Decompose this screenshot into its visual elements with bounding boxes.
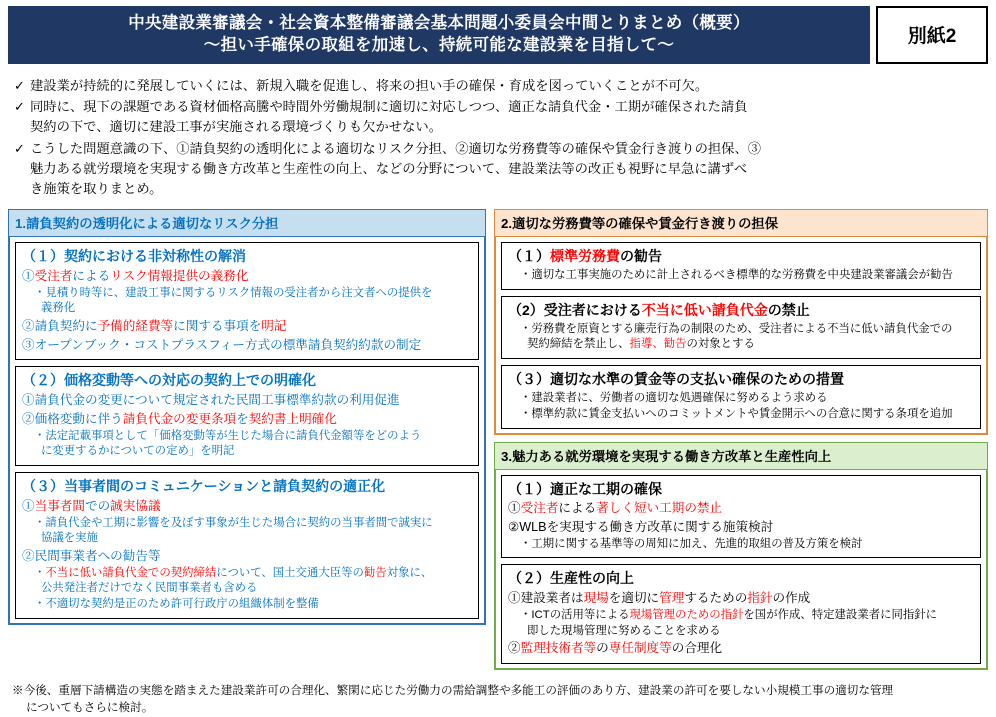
intro-item-text	[30, 139, 982, 199]
section-body	[8, 237, 486, 625]
measure-card-title: （2）受注者における不当に低い請負代金の禁止	[508, 301, 810, 318]
measure-subitem: ・不適切な契約是正のため許可行政庁の組織体制を整備	[34, 598, 319, 611]
section-title: 1.請負契約の透明化による適切なリスク分担	[8, 209, 486, 237]
measure-subitem: ・労務費を原資とする廉売行為の制限のため、受注者による不当に低い請負代金での	[520, 322, 953, 335]
measure-item: ②価格変動に伴う請負代金の変更条項を契約書上明確化	[22, 411, 337, 426]
check-icon: ✓	[14, 77, 25, 93]
measure-card	[501, 296, 981, 359]
section-title: 3.魅力ある就労環境を実現する働き方改革と生産性向上	[494, 442, 988, 470]
measure-subitem: 公共発注者だけでなく民間事業者も含める	[41, 582, 258, 595]
measure-subitem: ・請負代金や工期に影響を及ぼす事象が生じた場合に契約の当事者間で誠実に	[34, 516, 433, 529]
intro-line: 契約の下で、適切に建設工事が実施される環境づくりも欠かせない。	[30, 119, 442, 135]
column-left	[8, 209, 486, 677]
measure-subitem: 契約締結を禁止し、指導、勧告の対象とする	[527, 338, 755, 351]
measure-card-title: （１）標準労務費の勧告	[508, 248, 662, 265]
measure-subitem: ・不当に低い請負代金での契約締結について、国土交通大臣等の勧告対象に、	[34, 566, 433, 579]
intro-item	[14, 97, 982, 137]
intro-summary	[8, 70, 988, 206]
measure-item: ①受注者によるリスク情報提供の義務化	[22, 269, 249, 284]
measure-card	[501, 475, 981, 559]
measure-item: ①請負代金の変更について規定された民間工事標準約款の利用促進	[22, 393, 400, 408]
page-title-line2: ～担い手確保の取組を加速し、持続可能な建設業を目指して～	[203, 36, 675, 55]
measure-card	[15, 366, 479, 466]
measure-item: ①当事者間での誠実協議	[22, 498, 161, 513]
measure-subitem: ・法定記載事項として「価格変動等が生じた場合に請負代金額等をどのよう	[34, 429, 422, 442]
check-icon: ✓	[14, 141, 25, 157]
measure-item: ②WLBを実現する働き方改革に関する施策検討	[508, 520, 774, 535]
measure-card	[501, 242, 981, 290]
intro-item	[14, 76, 982, 96]
measure-card	[501, 365, 981, 428]
measure-card-title: （１）適正な工期の確保	[508, 480, 662, 497]
measure-subitem: ・建設業者に、労働者の適切な処遇確保に努めるよう求める	[520, 392, 828, 405]
measure-subitem: ・標準約款に賃金支払いへのコミットメントや賃金開示への合意に関する条項を追加	[520, 407, 953, 420]
section-title: 2.適切な労務費等の確保や賃金行き渡りの担保	[494, 209, 988, 237]
section-green	[494, 442, 988, 670]
intro-line: 同時に、現下の課題である資材価格高騰や時間外労働規制に適切に対応しつつ、適正な請負代金・工期が確保された請負	[30, 99, 748, 115]
measure-card-title: （２）生産性の向上	[508, 570, 634, 587]
section-blue	[8, 209, 486, 625]
measure-card	[15, 472, 479, 619]
measure-subitem: ・ICTの活用等による現場管理のための指針を国が作成、特定建設業者に同指針に	[520, 608, 938, 621]
measure-subitem: 義務化	[41, 302, 76, 315]
intro-line: こうした問題意識の下、①請負契約の透明化による適切なリスク分担、②適切な労務費等の確保や賃金行き渡りの担保、③	[30, 141, 762, 157]
measure-item: ②民間事業者への勧告等	[22, 548, 161, 563]
section-orange	[494, 209, 988, 434]
footnote-line2: についてもさらに検討。	[26, 700, 154, 714]
measure-item: ②監理技術者等の専任制度等の合理化	[508, 641, 723, 656]
attachment-badge: 別紙2	[876, 6, 988, 64]
measure-item: ②請負契約に予備的経費等に関する事項を明記	[22, 319, 287, 334]
measure-card-title: （３）適切な水準の賃金等の支払い確保のための措置	[508, 371, 844, 388]
measure-card	[501, 564, 981, 664]
measure-subitem: 協議を実施	[41, 532, 98, 545]
intro-line: き施策を取りまとめ。	[30, 181, 163, 197]
intro-item-text	[30, 97, 982, 137]
page-title-line1: 中央建設業審議会・社会資本整備審議会基本問題小委員会中間とりまとめ（概要）	[128, 14, 750, 32]
column-right	[494, 209, 988, 677]
measure-card-title: （３）当事者間のコミュニケーションと請負契約の適正化	[22, 478, 386, 494]
section-body	[494, 237, 988, 434]
measure-item: ①受注者による著しく短い工期の禁止	[508, 501, 723, 516]
measure-subitem: ・適切な工事実施のために計上されるべき標準的な労務費を中央建設業審議会が勧告	[520, 269, 953, 282]
page-title	[8, 6, 870, 64]
intro-item-text	[30, 76, 982, 96]
intro-item	[14, 139, 982, 199]
measure-item: ①建設業者は現場を適切に管理するための指針の作成	[508, 591, 811, 606]
header	[8, 6, 988, 64]
measure-subitem: 即した現場管理に努めることを求める	[527, 624, 721, 637]
intro-line: 建設業が持続的に発展していくには、新規入職を促進し、将来の担い手の確保・育成を図っていくことが不可欠。	[30, 77, 709, 93]
measure-subitem: ・見積り時等に、建設工事に関するリスク情報の受注者から注文者への提供を	[34, 286, 433, 299]
measure-card-title: （２）価格変動等への対応の契約上での明確化	[22, 372, 316, 389]
measure-card-title: （１）契約における非対称性の解消	[22, 248, 246, 265]
section-body	[494, 470, 988, 670]
measure-subitem: に変更するかについての定め」を明記	[41, 445, 235, 458]
measure-item: ③オープンブック・コストプラスフィー方式の標準請負契約約款の制定	[22, 337, 422, 352]
measure-subitem: ・工期に関する基準等の周知に加え、先進的取組の普及方策を検討	[520, 537, 863, 550]
content-columns	[8, 209, 988, 677]
measure-card	[15, 242, 479, 360]
footnote-line1: ※今後、重層下請構造の実態を踏まえた建設業許可の合理化、繁閑に応じた労働力の需給調整や多能工の評価のあり方、建設業の許可を要しない小規模工事の適切な管理	[12, 683, 894, 697]
check-icon: ✓	[14, 99, 25, 115]
intro-line: 魅力ある就労環境を実現する働き方改革と生産性の向上、などの分野について、建設業法等の改正も視野に早急に講ずべ	[30, 161, 748, 177]
